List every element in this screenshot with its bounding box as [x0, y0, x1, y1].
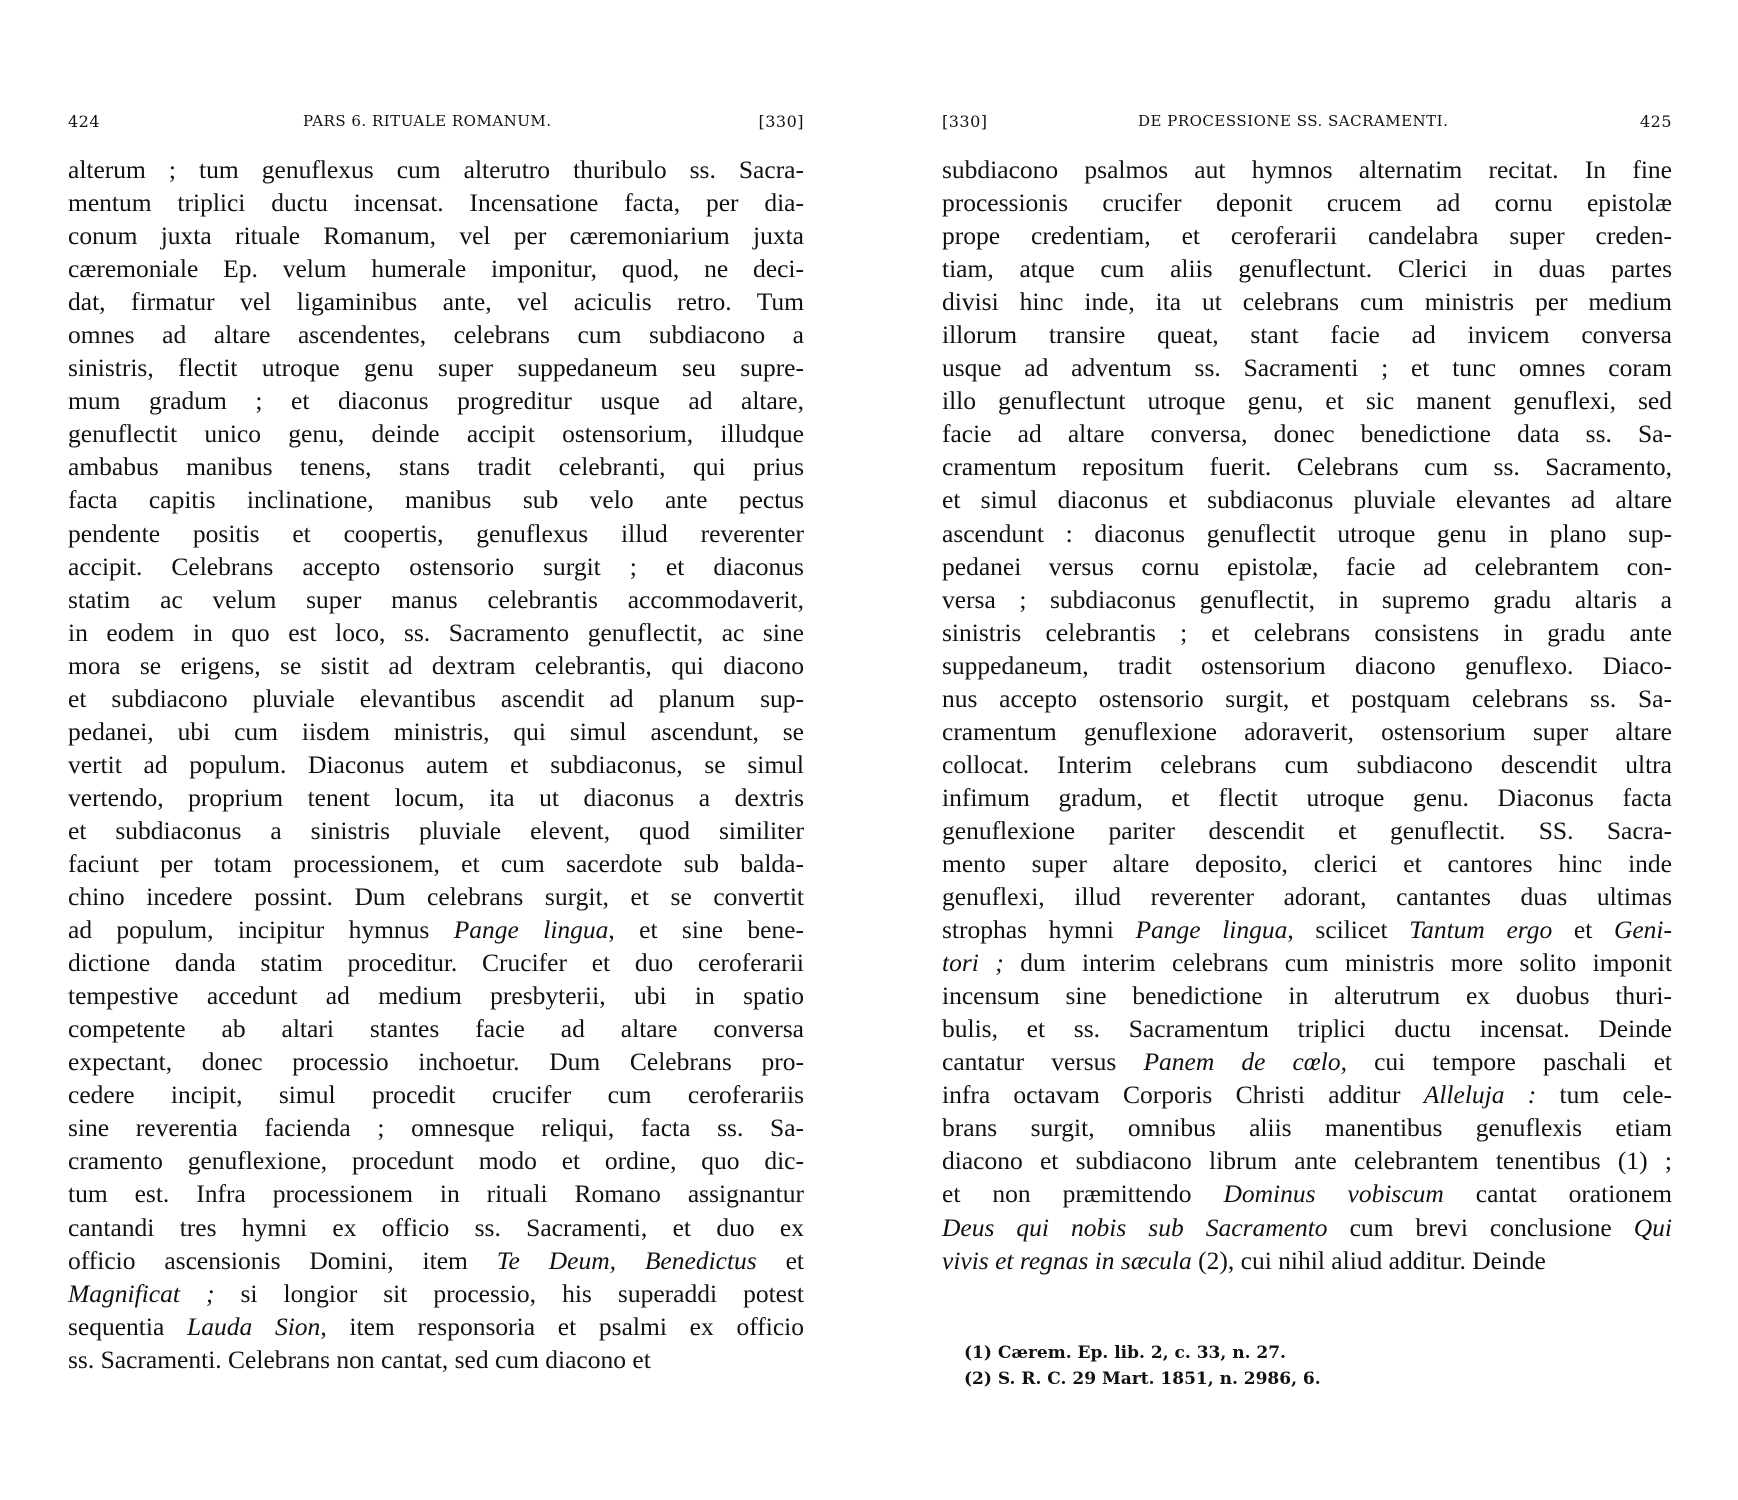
text-line: omnes ad altare ascendentes, celebrans cum subdiacono a: [68, 320, 804, 350]
italic-phrase: Lauda Sion: [187, 1311, 321, 1341]
text-line: suppedaneum, tradit ostensorium diacono genuflexo. Diaco-: [942, 650, 1672, 680]
text-line: divisi hinc inde, ita ut celebrans cum ministris per medium: [942, 287, 1672, 317]
text-line: conum juxta rituale Romanum, vel per cæremoniarium juxta: [68, 221, 804, 251]
italic-phrase: tori ;: [942, 948, 1004, 978]
italic-phrase: Tantum ergo: [1409, 915, 1553, 945]
text-line: illorum transire queat, stant facie ad invicem conversa: [942, 320, 1672, 350]
text-line: infimum gradum, et flectit utroque genu. Diaconus facta: [942, 782, 1672, 812]
footnotes: [964, 1340, 1321, 1392]
text-line: genuflexione pariter descendit et genuflectit. SS. Sacra-: [942, 815, 1672, 845]
text-line: vertendo, proprium tenent locum, ita ut diaconus a dextris: [68, 782, 804, 812]
text-line: brans surgit, omnibus aliis manentibus genuflexis etiam: [942, 1113, 1672, 1143]
bracket-page-number: [330]: [942, 112, 988, 131]
text-line: statim ac velum super manus celebrantis accommodaverit,: [68, 584, 804, 614]
text-line: nus accepto ostensorio surgit, et postquam celebrans ss. Sa-: [942, 683, 1672, 713]
italic-phrase: vivis et regnas in sæcula: [942, 1245, 1192, 1275]
text-line: mentum triplici ductu incensat. Incensatione facta, per dia-: [68, 188, 804, 218]
text-line: ss. Sacramenti. Celebrans non cantat, sed cum diacono et: [68, 1344, 651, 1374]
text-line: bulis, et ss. Sacramentum triplici ductu incensat. Deinde: [942, 1014, 1672, 1044]
text-line: ascendunt : diaconus genuflectit utroque genu in plano sup-: [942, 518, 1672, 548]
italic-phrase: Qui: [1633, 1212, 1672, 1242]
italic-phrase: Te Deum, Benedictus: [496, 1245, 757, 1275]
page-number: 425: [1639, 112, 1672, 131]
text-line: tori ; dum interim celebrans cum ministris more solito imponit: [942, 948, 1672, 978]
italic-phrase: Dominus vobiscum: [1223, 1179, 1444, 1209]
text-line: cramento genuflexione, procedunt modo et ordine, quo dic-: [68, 1146, 804, 1176]
running-title: DE PROCESSIONE SS. SACRAMENTI.: [1138, 112, 1449, 130]
text-line: sine reverentia facienda ; omnesque reliqui, facta ss. Sa-: [68, 1113, 804, 1143]
text-line: et subdiacono pluviale elevantibus ascendit ad planum sup-: [68, 683, 804, 713]
text-line: tiam, atque cum aliis genuflectunt. Clerici in duas partes: [942, 254, 1672, 284]
text-line: cantandi tres hymni ex officio ss. Sacramenti, et duo ex: [68, 1212, 804, 1242]
text-line: pendente positis et coopertis, genuflexus illud reverenter: [68, 518, 804, 548]
text-line: et subdiaconus a sinistris pluviale elevent, quod similiter: [68, 815, 804, 845]
left-page-body-text: [68, 153, 804, 1376]
right-page-body-text: [942, 153, 1672, 1277]
text-line: pedanei, ubi cum iisdem ministris, qui simul ascendunt, se: [68, 716, 804, 746]
text-line: versa ; subdiaconus genuflectit, in supremo gradu altaris a: [942, 584, 1672, 614]
text-line: cramentum repositum fuerit. Celebrans cum ss. Sacramento,: [942, 452, 1672, 482]
text-line: cantatur versus Panem de cœlo, cui tempore paschali et: [942, 1047, 1672, 1077]
text-line: competente ab altari stantes facie ad altare conversa: [68, 1014, 804, 1044]
footnote: (1) Cærem. Ep. lib. 2, c. 33, n. 27.: [964, 1343, 1286, 1363]
text-line: diacono et subdiacono librum ante celebrantem tenentibus (1) ;: [942, 1146, 1672, 1176]
text-line: ad populum, incipitur hymnus Pange lingua, et sine bene-: [68, 915, 804, 945]
text-line: sinistris celebrantis ; et celebrans consistens in gradu ante: [942, 617, 1672, 647]
text-line: sequentia Lauda Sion, item responsoria et psalmi ex officio: [68, 1311, 804, 1341]
text-line: vertit ad populum. Diaconus autem et subdiaconus, se simul: [68, 749, 804, 779]
text-line: chino incedere possint. Dum celebrans surgit, et se convertit: [68, 882, 804, 912]
text-line: cramentum genuflexione adoraverit, ostensorium super altare: [942, 716, 1672, 746]
text-line: pedanei versus cornu epistolæ, facie ad celebrantem con-: [942, 551, 1672, 581]
text-line: collocat. Interim celebrans cum subdiacono descendit ultra: [942, 749, 1672, 779]
text-line: facta capitis inclinatione, manibus sub velo ante pectus: [68, 485, 804, 515]
text-line: incensum sine benedictione in alterutrum ex duobus thuri-: [942, 981, 1672, 1011]
text-line: sinistris, flectit utroque genu super suppedaneum seu supre-: [68, 353, 804, 383]
italic-phrase: Pange lingua: [1135, 915, 1288, 945]
text-line: genuflexi, illud reverenter adorant, cantantes duas ultimas: [942, 882, 1672, 912]
running-title: PARS 6. RITUALE ROMANUM.: [303, 112, 552, 130]
text-line: mum gradum ; et diaconus progreditur usque ad altare,: [68, 386, 804, 416]
text-line: prope credentiam, et ceroferarii candelabra super creden-: [942, 221, 1672, 251]
text-line: usque ad adventum ss. Sacramenti ; et tunc omnes coram: [942, 353, 1672, 383]
text-line: dictione danda statim proceditur. Crucifer et duo ceroferarii: [68, 948, 804, 978]
italic-phrase: Magnificat ;: [68, 1278, 215, 1308]
text-line: facie ad altare conversa, donec benedictione data ss. Sa-: [942, 419, 1672, 449]
text-line: tum est. Infra processionem in rituali Romano assignantur: [68, 1179, 804, 1209]
left-page-header: [68, 112, 804, 138]
text-line: officio ascensionis Domini, item Te Deum, Benedictus et: [68, 1245, 804, 1275]
text-line: alterum ; tum genuflexus cum alterutro thuribulo ss. Sacra-: [68, 155, 804, 184]
text-line: in eodem in quo est loco, ss. Sacramento genuflectit, ac sine: [68, 617, 804, 647]
text-line: accipit. Celebrans accepto ostensorio surgit ; et diaconus: [68, 551, 804, 581]
text-line: subdiacono psalmos aut hymnos alternatim recitat. In fine: [942, 155, 1672, 184]
text-line: vivis et regnas in sæcula (2), cui nihil aliud additur. Deinde: [942, 1245, 1546, 1275]
italic-phrase: Panem de cœlo,: [1143, 1047, 1348, 1077]
bracket-page-number: [330]: [758, 112, 804, 131]
text-line: Deus qui nobis sub Sacramento cum brevi conclusione Qui: [942, 1212, 1672, 1242]
text-line: expectant, donec processio inchoetur. Dum Celebrans pro-: [68, 1047, 804, 1077]
text-line: ambabus manibus tenens, stans tradit celebranti, qui prius: [68, 452, 804, 482]
text-line: faciunt per totam processionem, et cum sacerdote sub balda-: [68, 848, 804, 878]
italic-phrase: Alleluja :: [1423, 1080, 1537, 1110]
text-line: illo genuflectunt utroque genu, et sic manent genuflexi, sed: [942, 386, 1672, 416]
text-line: infra octavam Corporis Christi additur Alleluja : tum cele-: [942, 1080, 1673, 1110]
italic-phrase: Pange lingua: [453, 915, 609, 945]
italic-phrase: Deus qui nobis sub Sacramento: [942, 1212, 1328, 1242]
footnote: (2) S. R. C. 29 Mart. 1851, n. 2986, 6.: [964, 1369, 1321, 1389]
text-line: strophas hymni Pange lingua, scilicet Tantum ergo et Geni-: [942, 915, 1673, 945]
text-line: cæremoniale Ep. velum humerale imponitur, quod, ne deci-: [68, 254, 804, 284]
text-line: tempestive accedunt ad medium presbyterii, ubi in spatio: [68, 981, 804, 1011]
text-line: et non præmittendo Dominus vobiscum cantat orationem: [942, 1179, 1673, 1209]
text-line: Magnificat ; si longior sit processio, his superaddi potest: [68, 1278, 804, 1308]
italic-phrase: Geni-: [1613, 915, 1673, 945]
text-line: cedere incipit, simul procedit crucifer cum ceroferariis: [68, 1080, 804, 1110]
text-line: mento super altare deposito, clerici et cantores hinc inde: [942, 848, 1672, 878]
right-page-header: [942, 112, 1672, 138]
text-line: processionis crucifer deponit crucem ad cornu epistolæ: [942, 188, 1672, 218]
text-line: dat, firmatur vel ligaminibus ante, vel aciculis retro. Tum: [68, 287, 804, 317]
right-page: [869, 0, 1738, 1500]
text-line: mora se erigens, se sistit ad dextram celebrantis, qui diacono: [68, 650, 804, 680]
text-line: genuflectit unico genu, deinde accipit ostensorium, illudque: [68, 419, 804, 449]
page-number: 424: [68, 112, 101, 131]
text-line: et simul diaconus et subdiaconus pluviale elevantes ad altare: [942, 485, 1672, 515]
